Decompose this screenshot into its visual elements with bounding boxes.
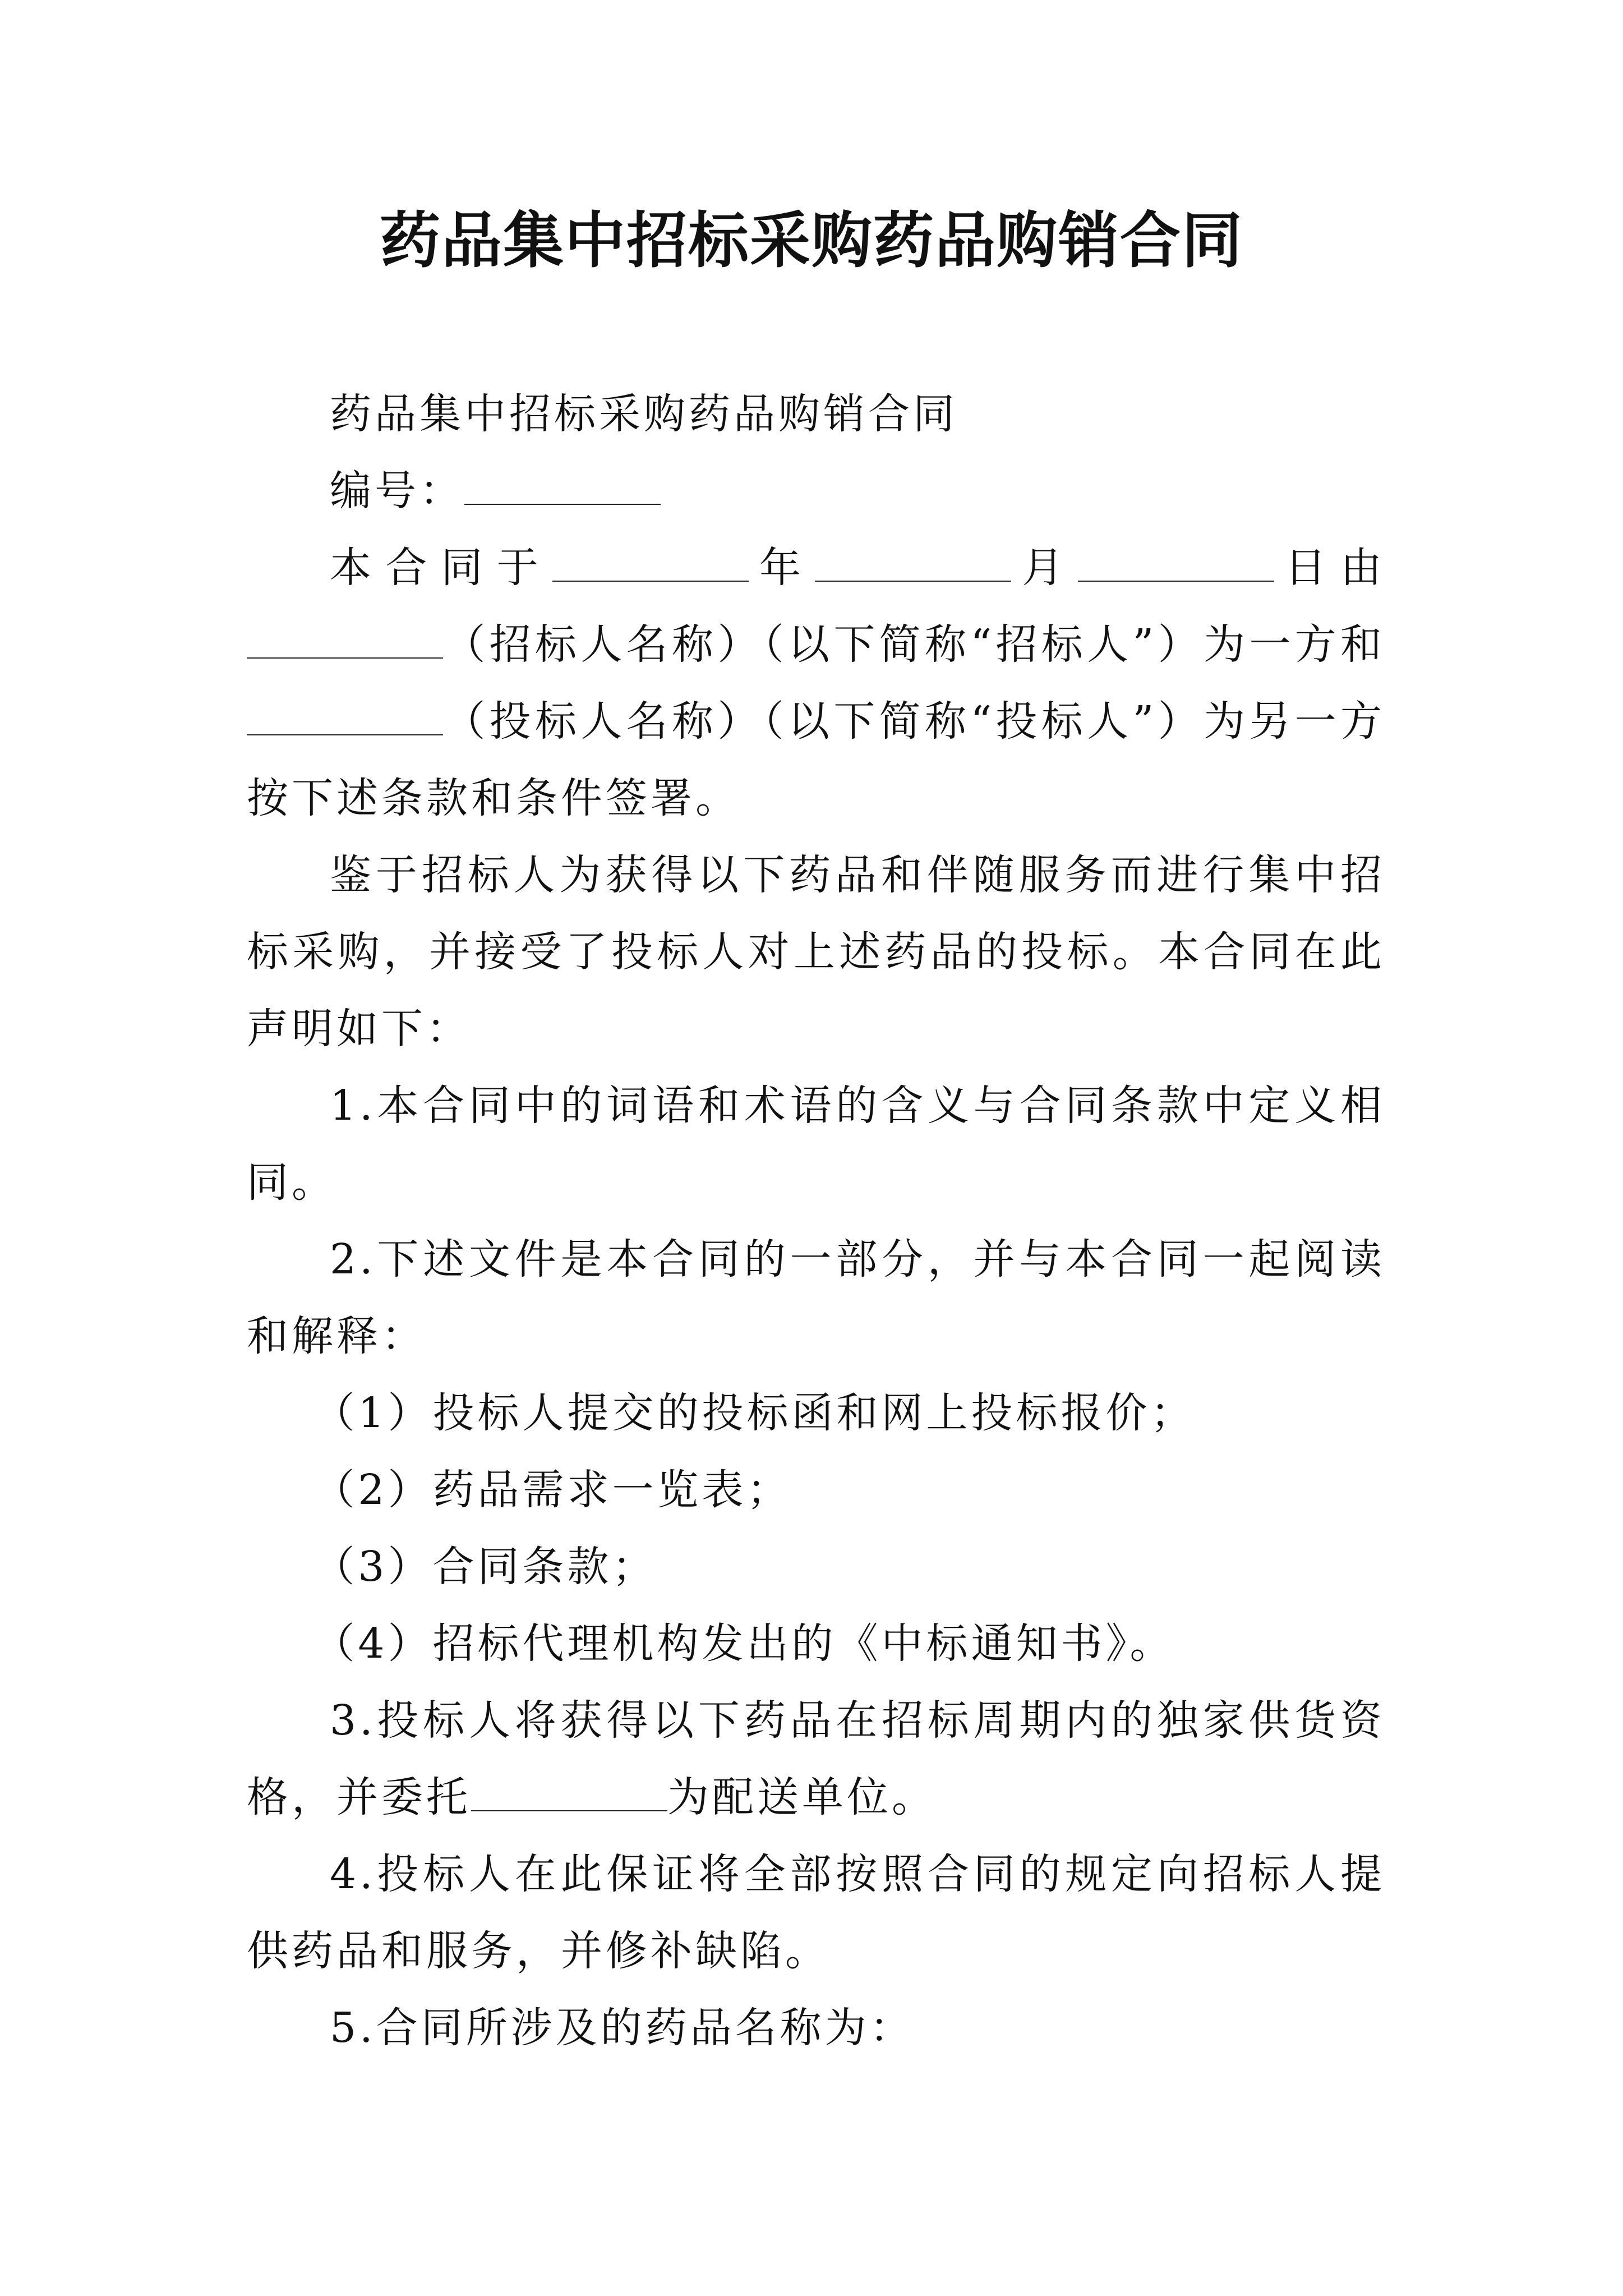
bidder-blank: [247, 701, 443, 735]
clause-2-item-1: （1）投标人提交的投标函和网上投标报价；: [313, 1389, 1196, 1437]
intro-paragraph: [247, 530, 1385, 837]
intro-part1: 本合同于: [330, 544, 552, 592]
clause-2: 2.下述文件是本合同的一部分，并与本合同一起阅读和解释：: [247, 1235, 1385, 1360]
clause-5: 5.合同所涉及的药品名称为：: [330, 2004, 915, 2052]
whereas-paragraph: 鉴于招标人为获得以下药品和伴随服务而进行集中招标采购，并接受了投标人对上述药品的投标。本合同在此声明如下：: [247, 851, 1385, 1053]
clause-4: 4.投标人在此保证将全部按照合同的规定向招标人提供药品和服务，并修补缺陷。: [247, 1850, 1385, 1975]
contract-number-label: 编号：: [330, 467, 464, 515]
clause-2-item-2: （2）药品需求一览表；: [313, 1466, 792, 1514]
clause-3-part-b: 为配送单位。: [667, 1773, 937, 1821]
intro-year: 年: [748, 544, 815, 592]
year-blank: [552, 547, 749, 582]
intro-tenderer: （招标人名称）（以下简称“招标人”）为一方和: [443, 620, 1385, 669]
clause-1: 1.本合同中的词语和术语的含义与合同条款中定义相同。: [247, 1082, 1385, 1207]
clause-3-part-a: 3.投标人将获得以下药品在招标周期内的独家供货资格，并委托: [247, 1696, 1385, 1821]
contract-number-blank: [464, 470, 661, 505]
intro-month: 月: [1011, 544, 1078, 592]
intro-day-by: 日由: [1274, 544, 1386, 592]
document-body: [247, 376, 1385, 2067]
month-blank: [815, 547, 1011, 582]
day-blank: [1078, 547, 1274, 582]
clause-3: [247, 1682, 1385, 1836]
contract-subtitle: 药品集中招标采购药品购销合同: [330, 390, 958, 438]
tenderer-blank: [247, 624, 443, 659]
distributor-blank: [471, 1777, 667, 1811]
clause-2-item-3: （3）合同条款；: [313, 1543, 657, 1591]
clause-2-item-4: （4）招标代理机构发出的《中标通知书》。: [313, 1619, 1175, 1668]
document-title: 药品集中招标采购药品购销合同: [379, 206, 1243, 276]
contract-number-line: [247, 453, 1385, 530]
intro-bidder: （投标人名称）（以下简称“投标人”）为另一方按下述条款和条件签署。: [247, 697, 1385, 822]
